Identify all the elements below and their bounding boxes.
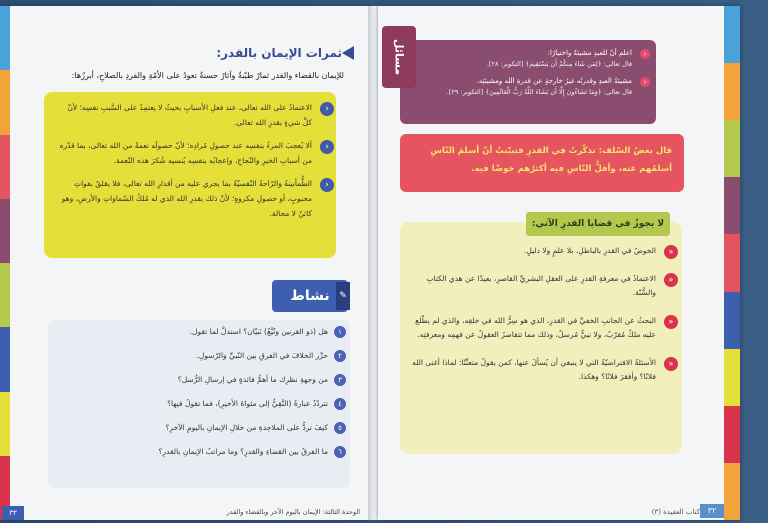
page-footer: الوحدة الثالثة: الإيمان باليوم الآخر وبالقضاء والقدر bbox=[226, 508, 360, 516]
activity-text: من وجهةِ نظرِك ما أهمُّ فائدةٍ في إرسالِ الرُّسل؟ bbox=[177, 375, 328, 384]
fruit-item bbox=[56, 138, 329, 168]
issue-item bbox=[410, 48, 647, 70]
activity-icon: ✎ bbox=[336, 282, 350, 310]
activity-item bbox=[58, 398, 342, 410]
section-title: ثمرات الإيمان بالقدر: bbox=[216, 46, 342, 60]
prohibition-item bbox=[412, 272, 674, 300]
activity-text: حرِّر الخلافَ في الفرقِ بين النّبيِّ والرّسولِ. bbox=[196, 351, 328, 360]
prohibition-item bbox=[412, 244, 674, 258]
fruit-text: الاعتمادُ على الله تعالى، عند فعلِ الأسبابِ بحيثُ لا يعتمِدُ على السَّببِ نفسِه؛ لأنّ كلَّ شيءٍ بقدرِ الله تعالى. bbox=[67, 103, 312, 127]
activity-header: نشاط bbox=[272, 280, 348, 312]
chevron-icon: « bbox=[664, 273, 678, 287]
prohibition-item bbox=[412, 356, 674, 384]
salaf-quote: قال بعضُ السّلف: تذكّرتُ في القدرِ فتبيّنتُ أنّ أسلمَ النّاسِ أسلمُهم عنه، وأقلُّ النّاسِ فيه أكثرُهم خوضًا فيه. bbox=[400, 134, 684, 192]
left-page bbox=[0, 6, 372, 520]
chevron-icon: ‹ bbox=[320, 178, 334, 192]
chevron-icon: ‹ bbox=[640, 49, 650, 59]
intro-text: للإيمان بالقضاء والقدر ثمارٌ طيّبةٌ وآثارٌ حسنةٌ تعودُ على الأمّةِ والفردِ بالصلاحِ، أبرزُها: bbox=[71, 71, 344, 80]
page-number: ٣٢ bbox=[700, 504, 724, 518]
issue-reference: قال تعالى: ﴿وَمَا تَشَاءُونَ إِلَّا أَن يَشَاءَ اللَّهُ رَبُّ الْعَالَمِينَ﴾ [التكوير: ٢٩]. bbox=[446, 88, 632, 96]
fruit-item bbox=[56, 100, 329, 130]
prohibitions-title: لا يجوزُ في قضايا القدرِ الآتي: bbox=[526, 212, 670, 236]
issue-text: اعلم أنّ للعبدِ مشيئةً واختيارًا: bbox=[547, 49, 632, 57]
activity-box bbox=[48, 320, 350, 488]
item-number: ٢ bbox=[334, 350, 346, 362]
chevron-icon: « bbox=[664, 315, 678, 329]
activity-text: هل (ذو القرنين وتُبَّعٌ) نَبيّان؟ استدلَّ لما تقول. bbox=[189, 327, 328, 336]
activity-item bbox=[58, 374, 342, 386]
prohibition-item bbox=[412, 314, 674, 342]
issues-tab: مسائل bbox=[382, 26, 416, 88]
fruit-item bbox=[56, 176, 329, 221]
activity-text: تتردّدُ عبارةُ (التَّقِيُّ إلى مثواهُ الأخيرِ)، فما تقولُ فيها؟ bbox=[167, 399, 328, 408]
item-number: ٤ bbox=[334, 398, 346, 410]
fruits-box bbox=[44, 92, 336, 258]
item-number: ٥ bbox=[334, 422, 346, 434]
chevron-icon: ‹ bbox=[640, 77, 650, 87]
activity-item bbox=[58, 446, 342, 458]
issue-text: مشيئةُ العبدِ وقدرتُه غيرُ خارجةٍ عن قدرةِ الله ومشيئتِه. bbox=[476, 77, 632, 85]
issues-box bbox=[400, 40, 656, 124]
color-tab-strip bbox=[0, 6, 10, 520]
fruit-text: ألا يُعجبَ المرءُ بنفسِه عند حصولِ مُرادِه؛ لأنّ حصولَه نعمةٌ من الله تعالى، بما قدّره من أسبابِ الخيرِ والنّجاحِ، وإعجابُه بنفسِه يُنسيه شُكرَ هذه النّعمة. bbox=[59, 141, 312, 165]
prohibition-text: الاعتمادُ في معرفةِ القدرِ على العقلِ البشريِّ القاصرِ، بعيدًا عن هدي الكتابِ والسُّنّة. bbox=[426, 274, 656, 297]
chevron-icon: ‹ bbox=[320, 102, 334, 116]
chevron-icon: ‹ bbox=[320, 140, 334, 154]
page-number: ٣٣ bbox=[2, 506, 24, 520]
item-number: ٣ bbox=[334, 374, 346, 386]
color-tab-strip bbox=[724, 6, 740, 520]
prohibitions-box bbox=[400, 222, 682, 454]
activity-item bbox=[58, 350, 342, 362]
activity-text: ما الفرقُ بين القضاءِ والقدرِ؟ وما مراتبُ الإيمانِ بالقدرِ؟ bbox=[158, 447, 328, 456]
activity-item bbox=[58, 326, 342, 338]
prohibition-text: الخوضُ في القدرِ بالباطلِ، بلا علمٍ ولا دليلٍ. bbox=[523, 246, 656, 255]
item-number: ١ bbox=[334, 326, 346, 338]
prohibition-text: البحثُ عن الجانبِ الخفيِّ في القدرِ، الذي هو سِرُّ الله في خلقِه، والذي لم يطّلع عليه ملكٌ مُقرّبٌ، ولا نبيٌّ مُرسلٌ، وذلك مما تتقاصرُ العقولُ عن فهمِه ومعرفتِه. bbox=[415, 316, 656, 339]
chevron-icon: « bbox=[664, 357, 678, 371]
chevron-icon: « bbox=[664, 245, 678, 259]
right-page bbox=[378, 6, 740, 520]
item-number: ٦ bbox=[334, 446, 346, 458]
issue-item bbox=[410, 76, 647, 98]
issue-reference: قال تعالى: ﴿لِمَن شَاءَ مِنكُمْ أَن يَسْتَقِيمَ﴾ [التكوير: ٢٨]. bbox=[486, 60, 632, 68]
activity-item bbox=[58, 422, 342, 434]
title-arrow-icon bbox=[342, 46, 354, 60]
activity-text: كيفَ تردُّ على الملاحِدةِ من خلالِ الإيمانِ باليومِ الآخرِ؟ bbox=[165, 423, 328, 432]
prohibition-text: الأسئلةُ الافتراضيّةُ التي لا ينبغي أن يُسألَ عنها، كمن يقولُ متعنِّتًا: لماذا أغنى الله فلانًا؟ وأفقرَ فلانًا؟ وهكذا. bbox=[412, 358, 656, 381]
page-footer: كتاب العقيدة (٣) bbox=[651, 508, 700, 516]
fruit-text: الطُّمأنينةُ والرّاحةُ النّفسيّةُ بما يجري عليه من أقدارِ الله تعالى، فلا يقلقُ بفواتِ محبوبٍ، أو حصولِ مكروهٍ؛ لأنّ ذلك بقدرِ الله الذي له مُلكُ السّماواتِ والأرضِ، وهو كائنٌ لا محالة. bbox=[61, 179, 312, 218]
